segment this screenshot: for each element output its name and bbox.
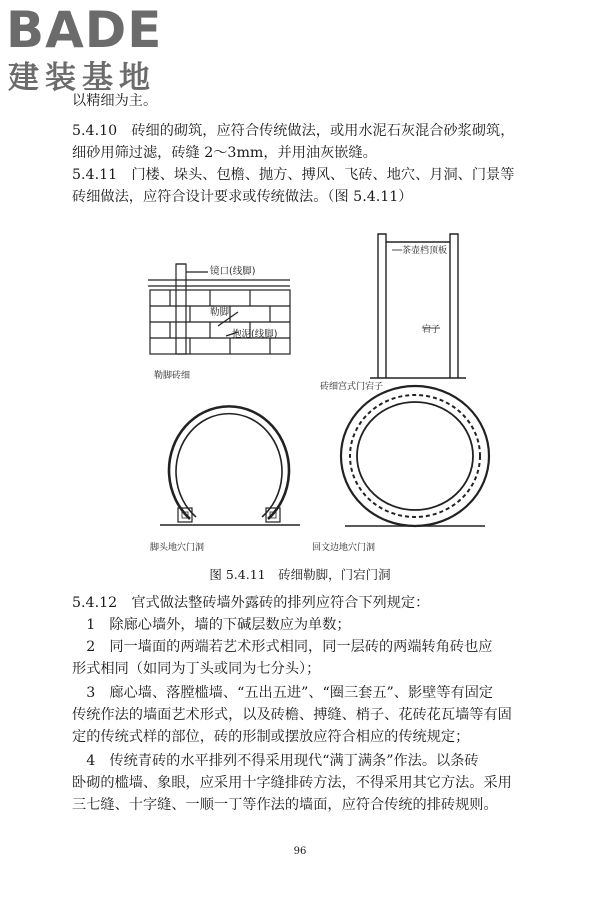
text-line: 以精细为主。: [72, 93, 158, 109]
text-line: 5.4.11 门楼、垛头、包檐、抛方、搏风、飞砖、地穴、月洞、门景等: [72, 167, 515, 183]
text-line: 1 除廊心墙外，墙的下碱层数应为单数；: [72, 617, 351, 633]
logo-brand: BADE: [6, 1, 163, 59]
text-line: 2 同一墙面的两端若艺术形式相同，同一层砖的两端转角砖也应: [72, 639, 493, 655]
text-line: 5.4.10 砖细的砌筑，应符合传统做法，或用水泥石灰混合砂浆砌筑，: [72, 123, 515, 139]
moon-gate-drawing: [160, 406, 300, 525]
figure-caption: 图 5.4.11 砖细勒脚，门宕门洞: [209, 567, 391, 582]
text-line: 5.4.12 官式做法整砖墙外露砖的排列应符合下列规定：: [72, 595, 430, 611]
text-line: 3 廊心墙、落膛槛墙、“五出五进”、“圈三套五”、影壁等有固定: [72, 685, 494, 701]
text-line: 卧砌的槛墙、象眼，应采用十字缝排砖方法，不得采用其它方法。采用: [72, 775, 512, 791]
label-kongzi: 宕子: [422, 325, 441, 335]
text-line: 4 传统青砖的水平排列不得采用现代“满丁满条”作法。以条砖: [72, 753, 479, 769]
text-line: 定的传统式样的部位，砖的形制或摆放应符合相应的传统规定；: [72, 729, 470, 745]
logo-subtitle: 建装基地: [8, 60, 156, 96]
subcaption-plinth: 勒脚砖细: [154, 371, 191, 381]
text-line: 砖细做法，应符合设计要求或传统做法。（图 5.4.11）: [72, 189, 413, 205]
text-line: 形式相同（如同为丁头或同为七分头）；: [72, 661, 321, 677]
text-line: 传统作法的墙面艺术形式，以及砖檐、搏缝、梢子、花砖花瓦墙等有固: [72, 707, 512, 723]
text-line: 细砂用筛过滤，砖缝 2～3mm，并用油灰嵌缝。: [72, 145, 377, 161]
label-lejiao: 勒脚: [210, 307, 230, 318]
subcaption-fretgate: 回文边地穴门洞: [312, 543, 376, 553]
figure-5-4-11: [140, 220, 500, 565]
subcaption-doorframe: 砖细宫式门宕子: [320, 382, 384, 392]
label-jingkou: 镜口(线脚): [210, 266, 256, 277]
brand-logo: [6, 1, 176, 100]
subcaption-moongate: 脚头地穴门洞: [150, 543, 205, 553]
label-chahu: 茶壶档顶板: [402, 246, 448, 256]
fret-gate-drawing: [341, 386, 489, 526]
page-number: 96: [293, 846, 307, 857]
label-baoni: 抱泥(线脚): [232, 329, 278, 340]
text-line: 三七缝、十字缝、一顺一丁等作法的墙面，应符合传统的排砖规则。: [72, 797, 498, 813]
